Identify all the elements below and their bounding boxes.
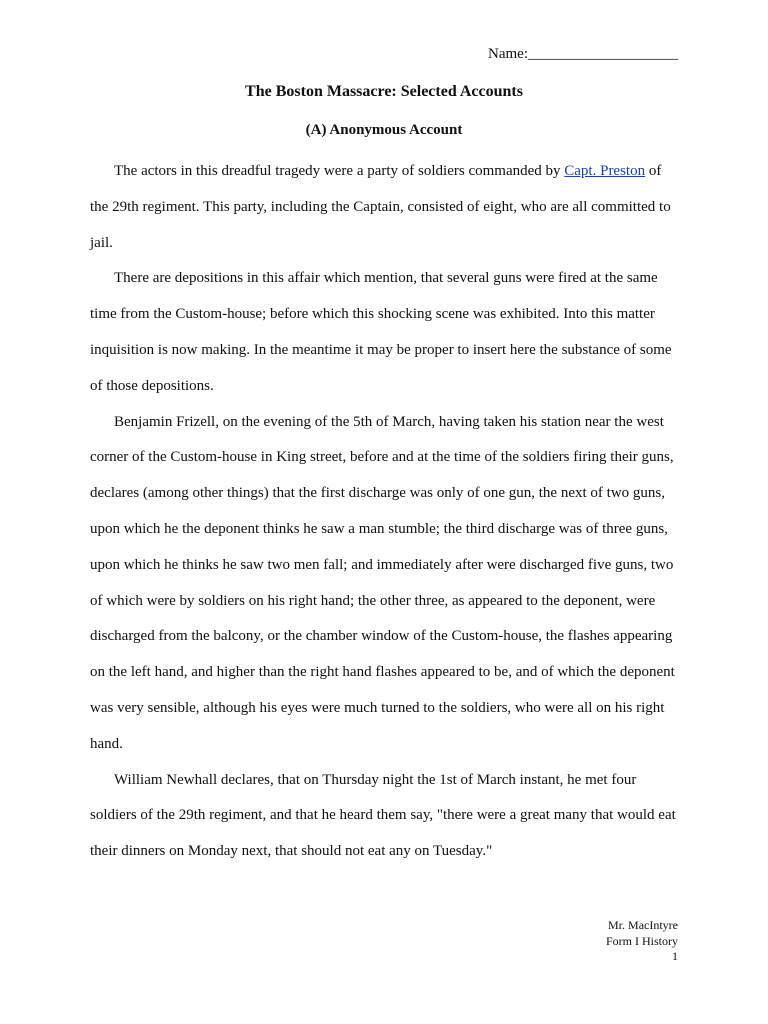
paragraph-3: Benjamin Frizell, on the evening of the 5th of March, having taken his station near the west corner of the Custom-house in King street, before and at the time of the soldiers firing their guns, declares (among other things) that the first discharge was only of one gun, the next of two guns, upon which he the deponent thinks he saw a man stumble; the third discharge was of three guns, upon which he thinks he saw two men fall; and immediately after were discharged five guns, two of which were by soldiers on his right hand; the other three, as appeared to the deponent, were discharged from the balcony, or the chamber window of the Custom-house, the flashes appearing on the left hand, and higher than the right hand flashes appeared to be, and of which the deponent was very sensible, although his eyes were much turned to the soldiers, who were all on his right hand. [90, 413, 675, 752]
paragraph-1-text-after-link: of the 29th regiment. This party, including the Captain, consisted of eight, who are all committed to jail. [90, 163, 671, 251]
page-title: The Boston Massacre: Selected Accounts [245, 83, 523, 100]
footer-author: Mr. MacIntyre [608, 918, 678, 932]
section-subtitle: (A) Anonymous Account [305, 122, 463, 138]
name-field-line: Name:____________________ [488, 46, 678, 62]
paragraph-1-text-before-link: The actors in this dreadful tragedy were a party of soldiers commanded by [114, 163, 565, 179]
capt-preston-link[interactable]: Capt. Preston [564, 163, 646, 179]
footer-course: Form I History [606, 933, 678, 948]
paragraph-1 [90, 154, 680, 261]
paragraph-4: William Newhall declares, that on Thursday night the 1st of March instant, he met four soldiers of the 29th regiment, and that he heard them say, "there were a great many that would eat their dinners on Monday next, that should not eat any on Tuesday." [90, 771, 676, 860]
page-number: 1 [672, 949, 678, 963]
paragraph-2: There are depositions in this affair which mention, that several guns were fired at the same time from the Custom-house; before which this shocking scene was exhibited. Into this matter inquisition is now making. In the meantime it may be proper to insert here the substance of some of those depositions. [90, 270, 672, 394]
page-footer [606, 918, 678, 965]
document-body [90, 154, 680, 870]
